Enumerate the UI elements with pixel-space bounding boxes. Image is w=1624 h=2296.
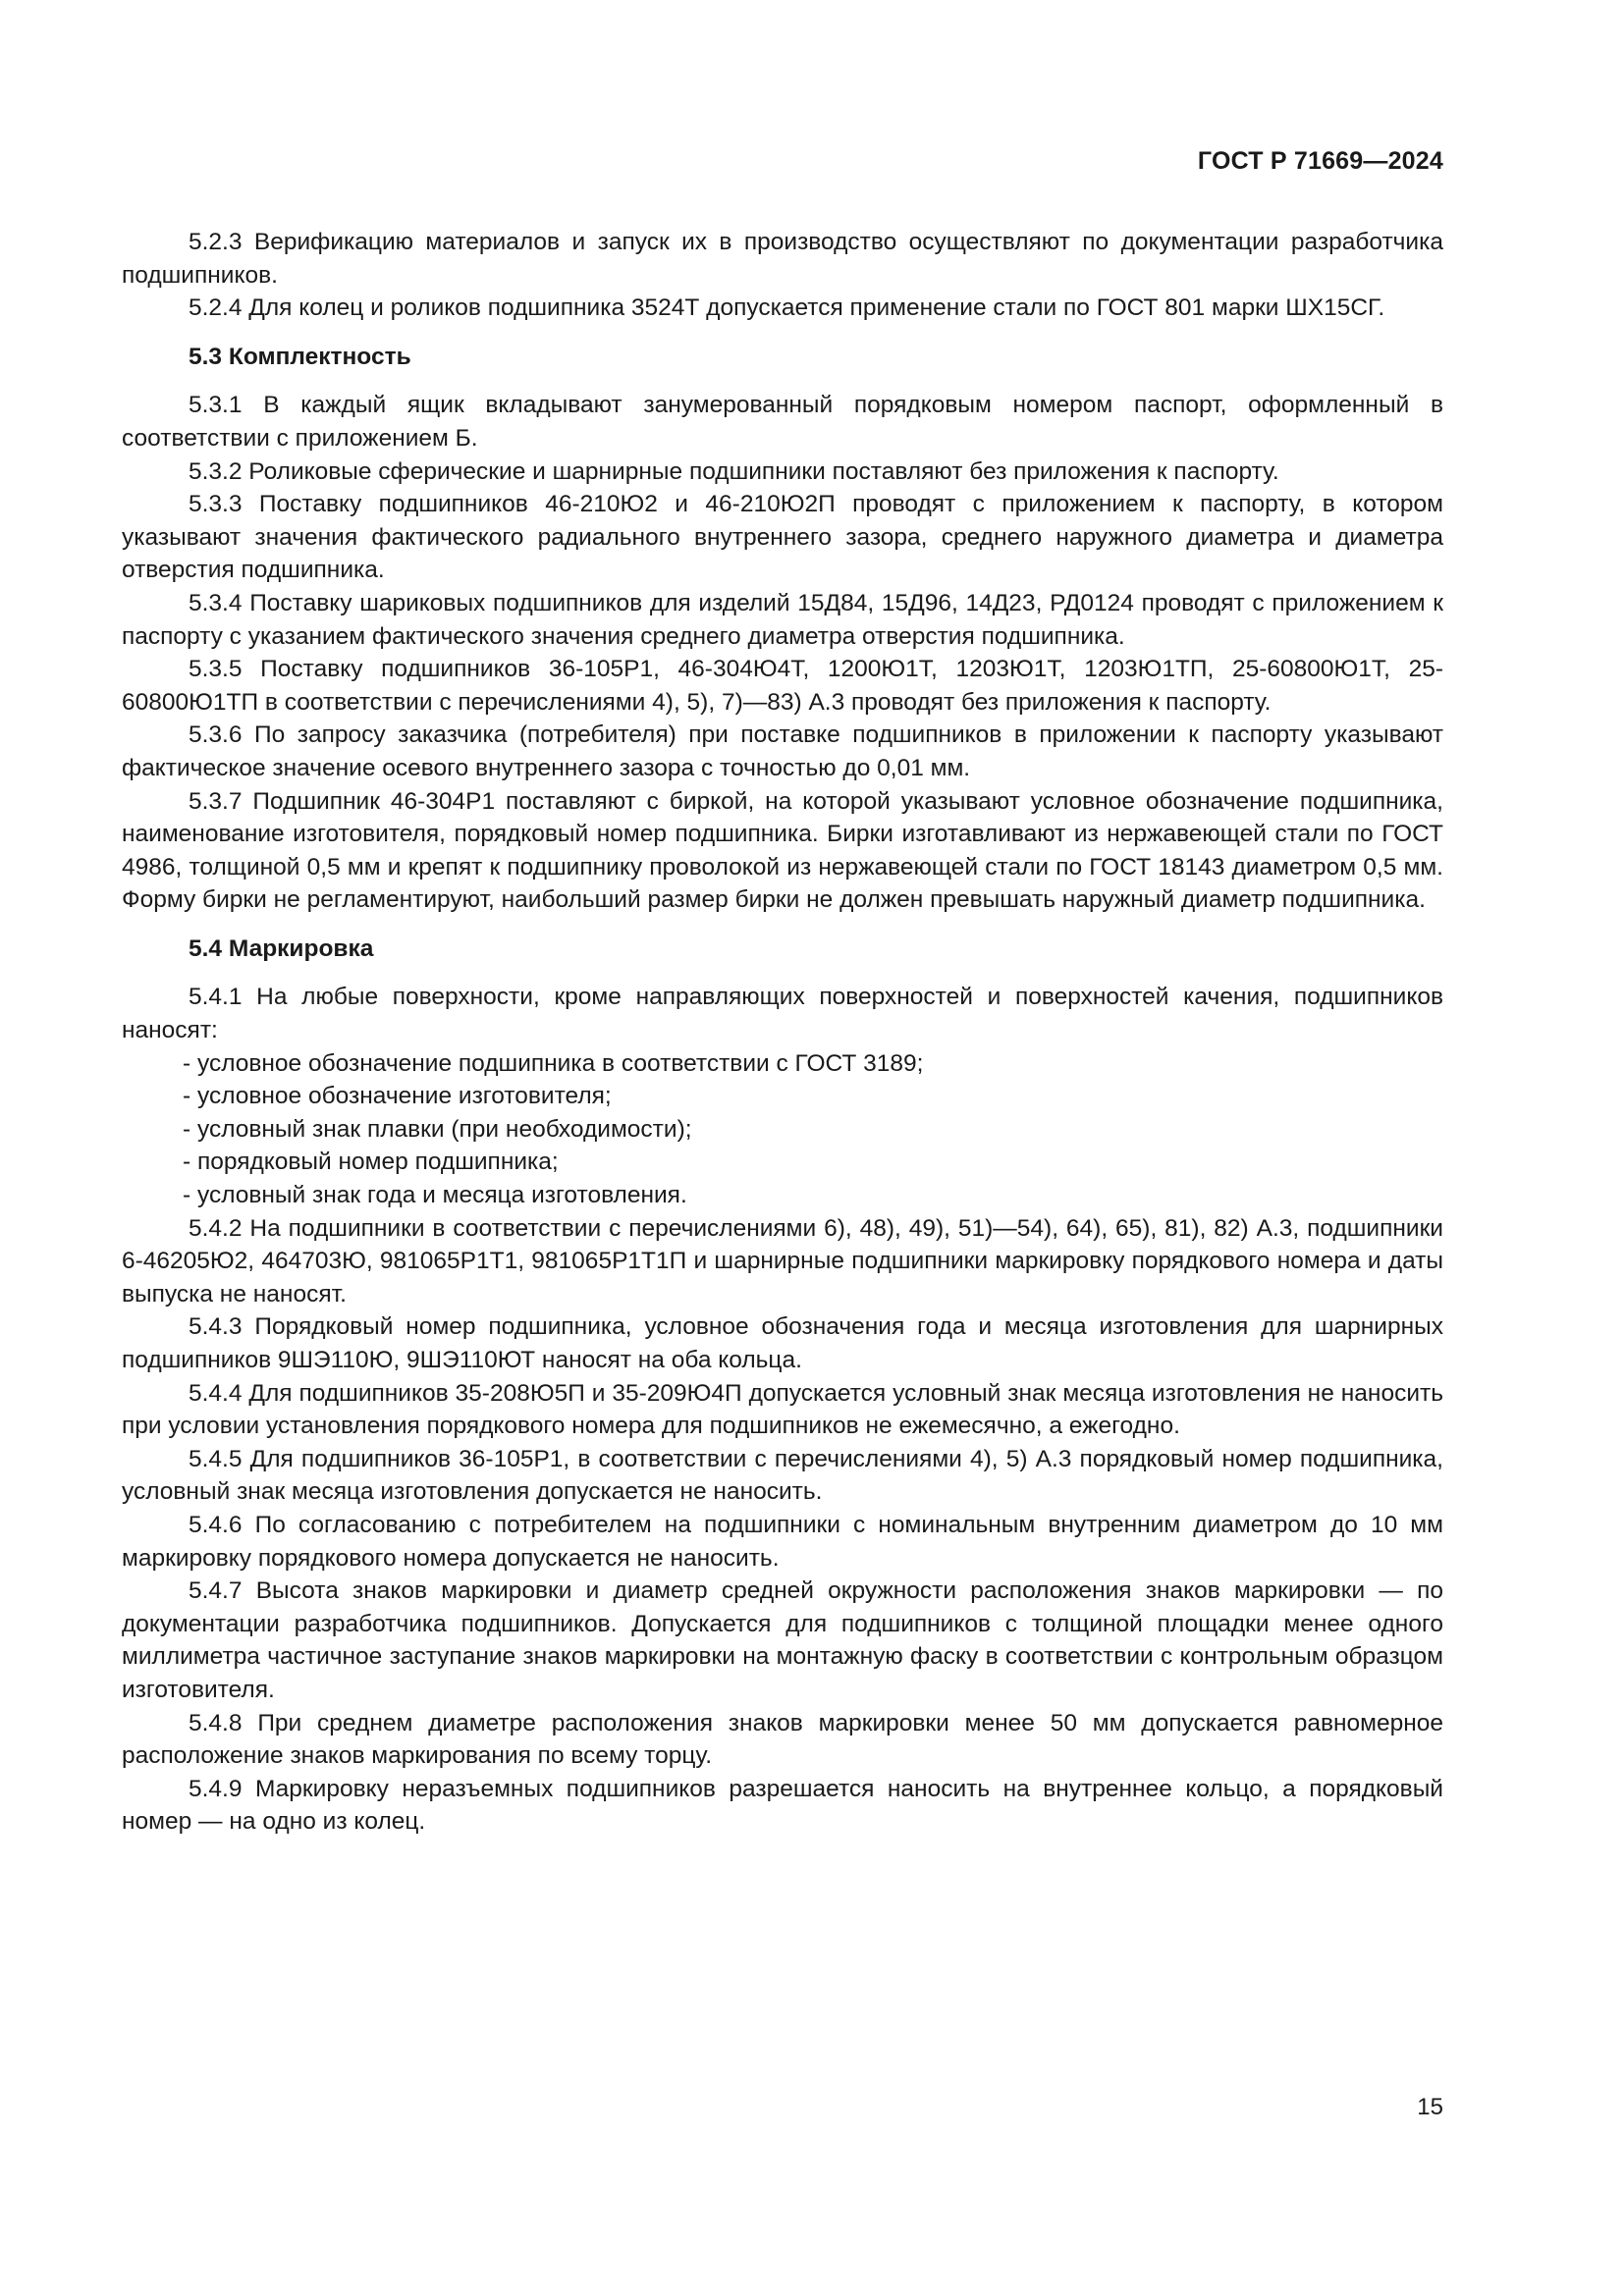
- clause-5-4-7: 5.4.7 Высота знаков маркировки и диаметр средней окружности расположения знаков маркировки — по документации разработчика подшипников. Допускается для подшипников с толщиной площадки менее одного миллиметра частичное заступание знаков маркировки на монтажную фаску в соответствии с контрольным образцом изготовителя.: [122, 1577, 1443, 1703]
- clause-5-3-6: 5.3.6 По запросу заказчика (потребителя) при поставке подшипников в приложении к паспорту указывают фактическое значение осевого внутреннего зазора с точностью до 0,01 мм.: [122, 721, 1443, 781]
- section-heading-marking: 5.4 Маркировка: [189, 934, 374, 962]
- clause-5-3-5: 5.3.5 Поставку подшипников 36-105Р1, 46-304Ю4Т, 1200Ю1Т, 1203Ю1Т, 1203Ю1ТП, 25-60800Ю1Т, 25-60800Ю1ТП в соответствии с перечислениями 4), 5), 7)—83) А.3 проводят без приложения к паспорту.: [122, 656, 1443, 716]
- clause-5-3-3: 5.3.3 Поставку подшипников 46-210Ю2 и 46-210Ю2П проводят с приложением к паспорту, в котором указывают значения фактического радиального внутреннего зазора, среднего наружного диаметра и диаметра отверстия подшипника.: [122, 491, 1443, 584]
- list-item: - условное обозначение изготовителя;: [183, 1083, 612, 1110]
- clause-5-4-5: 5.4.5 Для подшипников 36-105Р1, в соответствии с перечислениями 4), 5) А.3 порядковый номер подшипника, условный знак месяца изготовления допускается не наносить.: [122, 1445, 1443, 1506]
- clause-5-4-9: 5.4.9 Маркировку неразъемных подшипников разрешается наносить на внутреннее кольцо, а порядковый номер — на одно из колец.: [122, 1775, 1443, 1836]
- section-heading-completeness: 5.3 Комплектность: [189, 343, 411, 370]
- clause-5-4-4: 5.4.4 Для подшипников 35-208Ю5П и 35-209Ю4П допускается условный знак месяца изготовления не наносить при условии установления порядкового номера для подшипников не ежемесячно, а ежегодно.: [122, 1379, 1443, 1440]
- clause-5-3-7: 5.3.7 Подшипник 46-304Р1 поставляют с биркой, на которой указывают условное обозначение подшипника, наименование изготовителя, порядковый номер подшипника. Бирки изготавливают из нержавеющей стали по ГОСТ 4986, толщиной 0,5 мм и крепят к подшипнику проволокой из нержавеющей стали по ГОСТ 18143 диаметром 0,5 мм. Форму бирки не регламентируют, наибольший размер бирки не должен превышать наружный диаметр подшипника.: [122, 787, 1443, 914]
- page-number: 15: [1417, 2094, 1443, 2120]
- list-item: - условный знак плавки (при необходимости);: [183, 1115, 692, 1143]
- clause-5-2-3: 5.2.3 Верификацию материалов и запуск их в производство осуществляют по документации разработчика подшипников.: [122, 229, 1443, 289]
- clause-5-4-8: 5.4.8 При среднем диаметре расположения знаков маркировки менее 50 мм допускается равномерное расположение знаков маркирования по всему торцу.: [122, 1709, 1443, 1770]
- clause-5-3-4: 5.3.4 Поставку шариковых подшипников для изделий 15Д84, 15Д96, 14Д23, РД0124 проводят с приложением к паспорту с указанием фактического значения среднего диаметра отверстия подшипника.: [122, 589, 1443, 650]
- clause-5-2-4: 5.2.4 Для колец и роликов подшипника 3524Т допускается применение стали по ГОСТ 801 марки ШХ15СГ.: [189, 294, 1385, 322]
- clause-5-4-2: 5.4.2 На подшипники в соответствии с перечислениями 6), 48), 49), 51)—54), 64), 65), 81), 82) А.3, подшипники 6-46205Ю2, 464703Ю, 981065Р1Т1, 981065Р1Т1П и шарнирные подшипники маркировку порядкового номера и даты выпуска не наносят.: [122, 1214, 1443, 1308]
- list-item: - условный знак года и месяца изготовления.: [183, 1182, 687, 1209]
- clause-5-3-1: 5.3.1 В каждый ящик вкладывают занумерованный порядковым номером паспорт, оформленный в соответствии с приложением Б.: [122, 392, 1443, 452]
- clause-5-4-6: 5.4.6 По согласованию с потребителем на подшипники с номинальным внутренним диаметром до 10 мм маркировку порядкового номера допускается не наносить.: [122, 1511, 1443, 1572]
- list-item: - порядковый номер подшипника;: [183, 1148, 559, 1176]
- clause-5-4-1: 5.4.1 На любые поверхности, кроме направляющих поверхностей и поверхностей качения, подшипников наносят:: [122, 984, 1443, 1044]
- document-header: ГОСТ Р 71669—2024: [1197, 147, 1443, 175]
- clause-5-3-2: 5.3.2 Роликовые сферические и шарнирные подшипники поставляют без приложения к паспорту.: [189, 457, 1279, 485]
- document-body: [122, 226, 1443, 1839]
- list-item: - условное обозначение подшипника в соответствии с ГОСТ 3189;: [183, 1049, 924, 1077]
- clause-5-4-3: 5.4.3 Порядковый номер подшипника, условное обозначения года и месяца изготовления для шарнирных подшипников 9ШЭ110Ю, 9ШЭ110ЮТ наносят на оба кольца.: [122, 1313, 1443, 1373]
